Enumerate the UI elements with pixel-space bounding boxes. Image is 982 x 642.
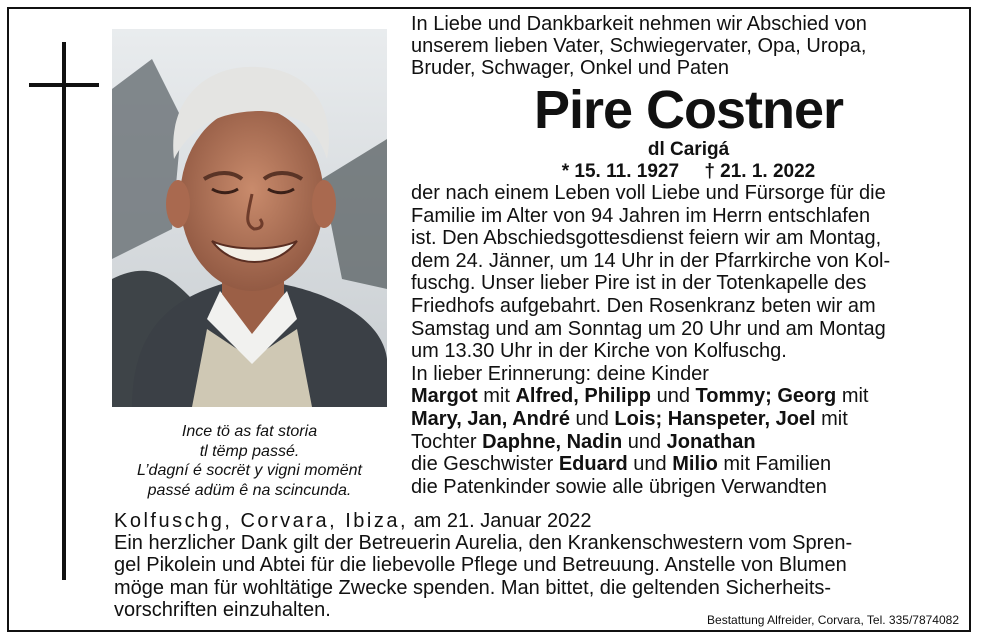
body-line: ist. Den Abschiedsgottesdienst feiern wir am Montag, (411, 227, 882, 250)
body-line: fuschg. Unser lieber Pire ist in der Totenkapelle des (411, 272, 867, 295)
family-connector: mit Familien (717, 453, 832, 476)
body-line: Friedhofs aufgebahrt. Den Rosenkranz beten wir am (411, 294, 876, 317)
family-connector: die Geschwister (411, 453, 559, 476)
body-line: um 13.30 Uhr in der Kirche von Kolfuschg. (411, 340, 787, 363)
body-line: Samstag und am Sonntag um 20 Uhr und am Montag (411, 317, 886, 340)
family-line (411, 408, 966, 431)
family-name: Eduard (558, 453, 628, 476)
body-line: Familie im Alter von 94 Jahren im Herrn entschlafen (411, 204, 871, 227)
birth-date: * 15. 11. 1927 (561, 161, 680, 182)
body-line: der nach einem Leben voll Liebe und Fürsorge für die (411, 182, 886, 204)
family-connector: und (651, 385, 696, 408)
deceased-name: Pire Costner (533, 80, 844, 140)
family-name: Milio (672, 453, 718, 476)
intro-line: In Liebe und Dankbarkeit nehmen wir Abschied von (411, 13, 867, 35)
family-connector: und (627, 453, 673, 476)
body-line: dem 24. Jänner, um 14 Uhr in der Pfarrkirche von Kol- (411, 249, 891, 272)
body-line: In lieber Erinnerung: deine Kinder (411, 362, 709, 385)
portrait-photo (112, 29, 387, 407)
intro-text (411, 13, 966, 79)
notice-date: am 21. Januar 2022 (413, 510, 592, 532)
family-connector: und (622, 430, 667, 453)
family-line (411, 431, 966, 454)
funeral-home: Bestattung Alfreider, Corvara, Tel. 335/7874082 (707, 613, 959, 627)
family-name: Tommy; Georg (695, 385, 837, 408)
family-name: Alfred, Philipp (515, 385, 652, 408)
motto-line: Ince tö as fat storia (181, 423, 318, 440)
family-line: die Patenkinder sowie alle übrigen Verwandten (411, 475, 827, 498)
intro-line: Bruder, Schwager, Onkel und Paten (411, 57, 729, 79)
family-line (411, 453, 966, 476)
family-connector: Tochter (411, 430, 483, 453)
family-connector: mit (477, 385, 516, 408)
place-and-date (114, 509, 591, 533)
family-name: Lois; Hanspeter, Joel (614, 407, 816, 430)
thanks-line: vorschriften einzuhalten. (114, 599, 331, 622)
family-name: Daphne, Nadin (482, 430, 623, 453)
places: Kolfuschg, Corvara, Ibiza, (114, 510, 408, 532)
family-name: Jonathan (666, 430, 756, 453)
motto-line: tl tëmp passé. (199, 442, 300, 460)
obituary-notice (7, 7, 971, 632)
family-connector: mit (815, 407, 848, 430)
family-connector: und (569, 407, 615, 430)
death-date: † 21. 1. 2022 (704, 161, 816, 182)
announcement-body (411, 182, 966, 498)
family-line (411, 385, 966, 408)
thanks-text (114, 532, 964, 622)
deceased-nickname: dl Carigá (647, 139, 730, 160)
thanks-line: gel Pikolein und Abtei für die liebevolle Pflege und Betreuung. Anstelle von Blumen (114, 554, 847, 577)
life-dates (411, 160, 966, 184)
motto-line: L’dagní é socrët y vigni momënt (136, 462, 362, 479)
thanks-line: möge man für wohltätige Zwecke spenden. Man bittet, die geltenden Sicherheits- (114, 576, 832, 599)
family-connector: mit (836, 385, 869, 408)
cross-icon-bar (29, 83, 99, 87)
cross-icon (62, 42, 66, 580)
thanks-line: Ein herzlicher Dank gilt der Betreuerin Aurelia, den Krankenschwestern vom Spren- (114, 532, 853, 554)
ladin-motto (112, 422, 387, 500)
intro-line: unserem lieben Vater, Schwiegervater, Opa, Uropa, (411, 35, 867, 57)
family-name: Margot (411, 385, 478, 408)
family-name: Mary, Jan, André (411, 407, 570, 430)
motto-line: passé adüm ê na scincunda. (147, 481, 352, 499)
